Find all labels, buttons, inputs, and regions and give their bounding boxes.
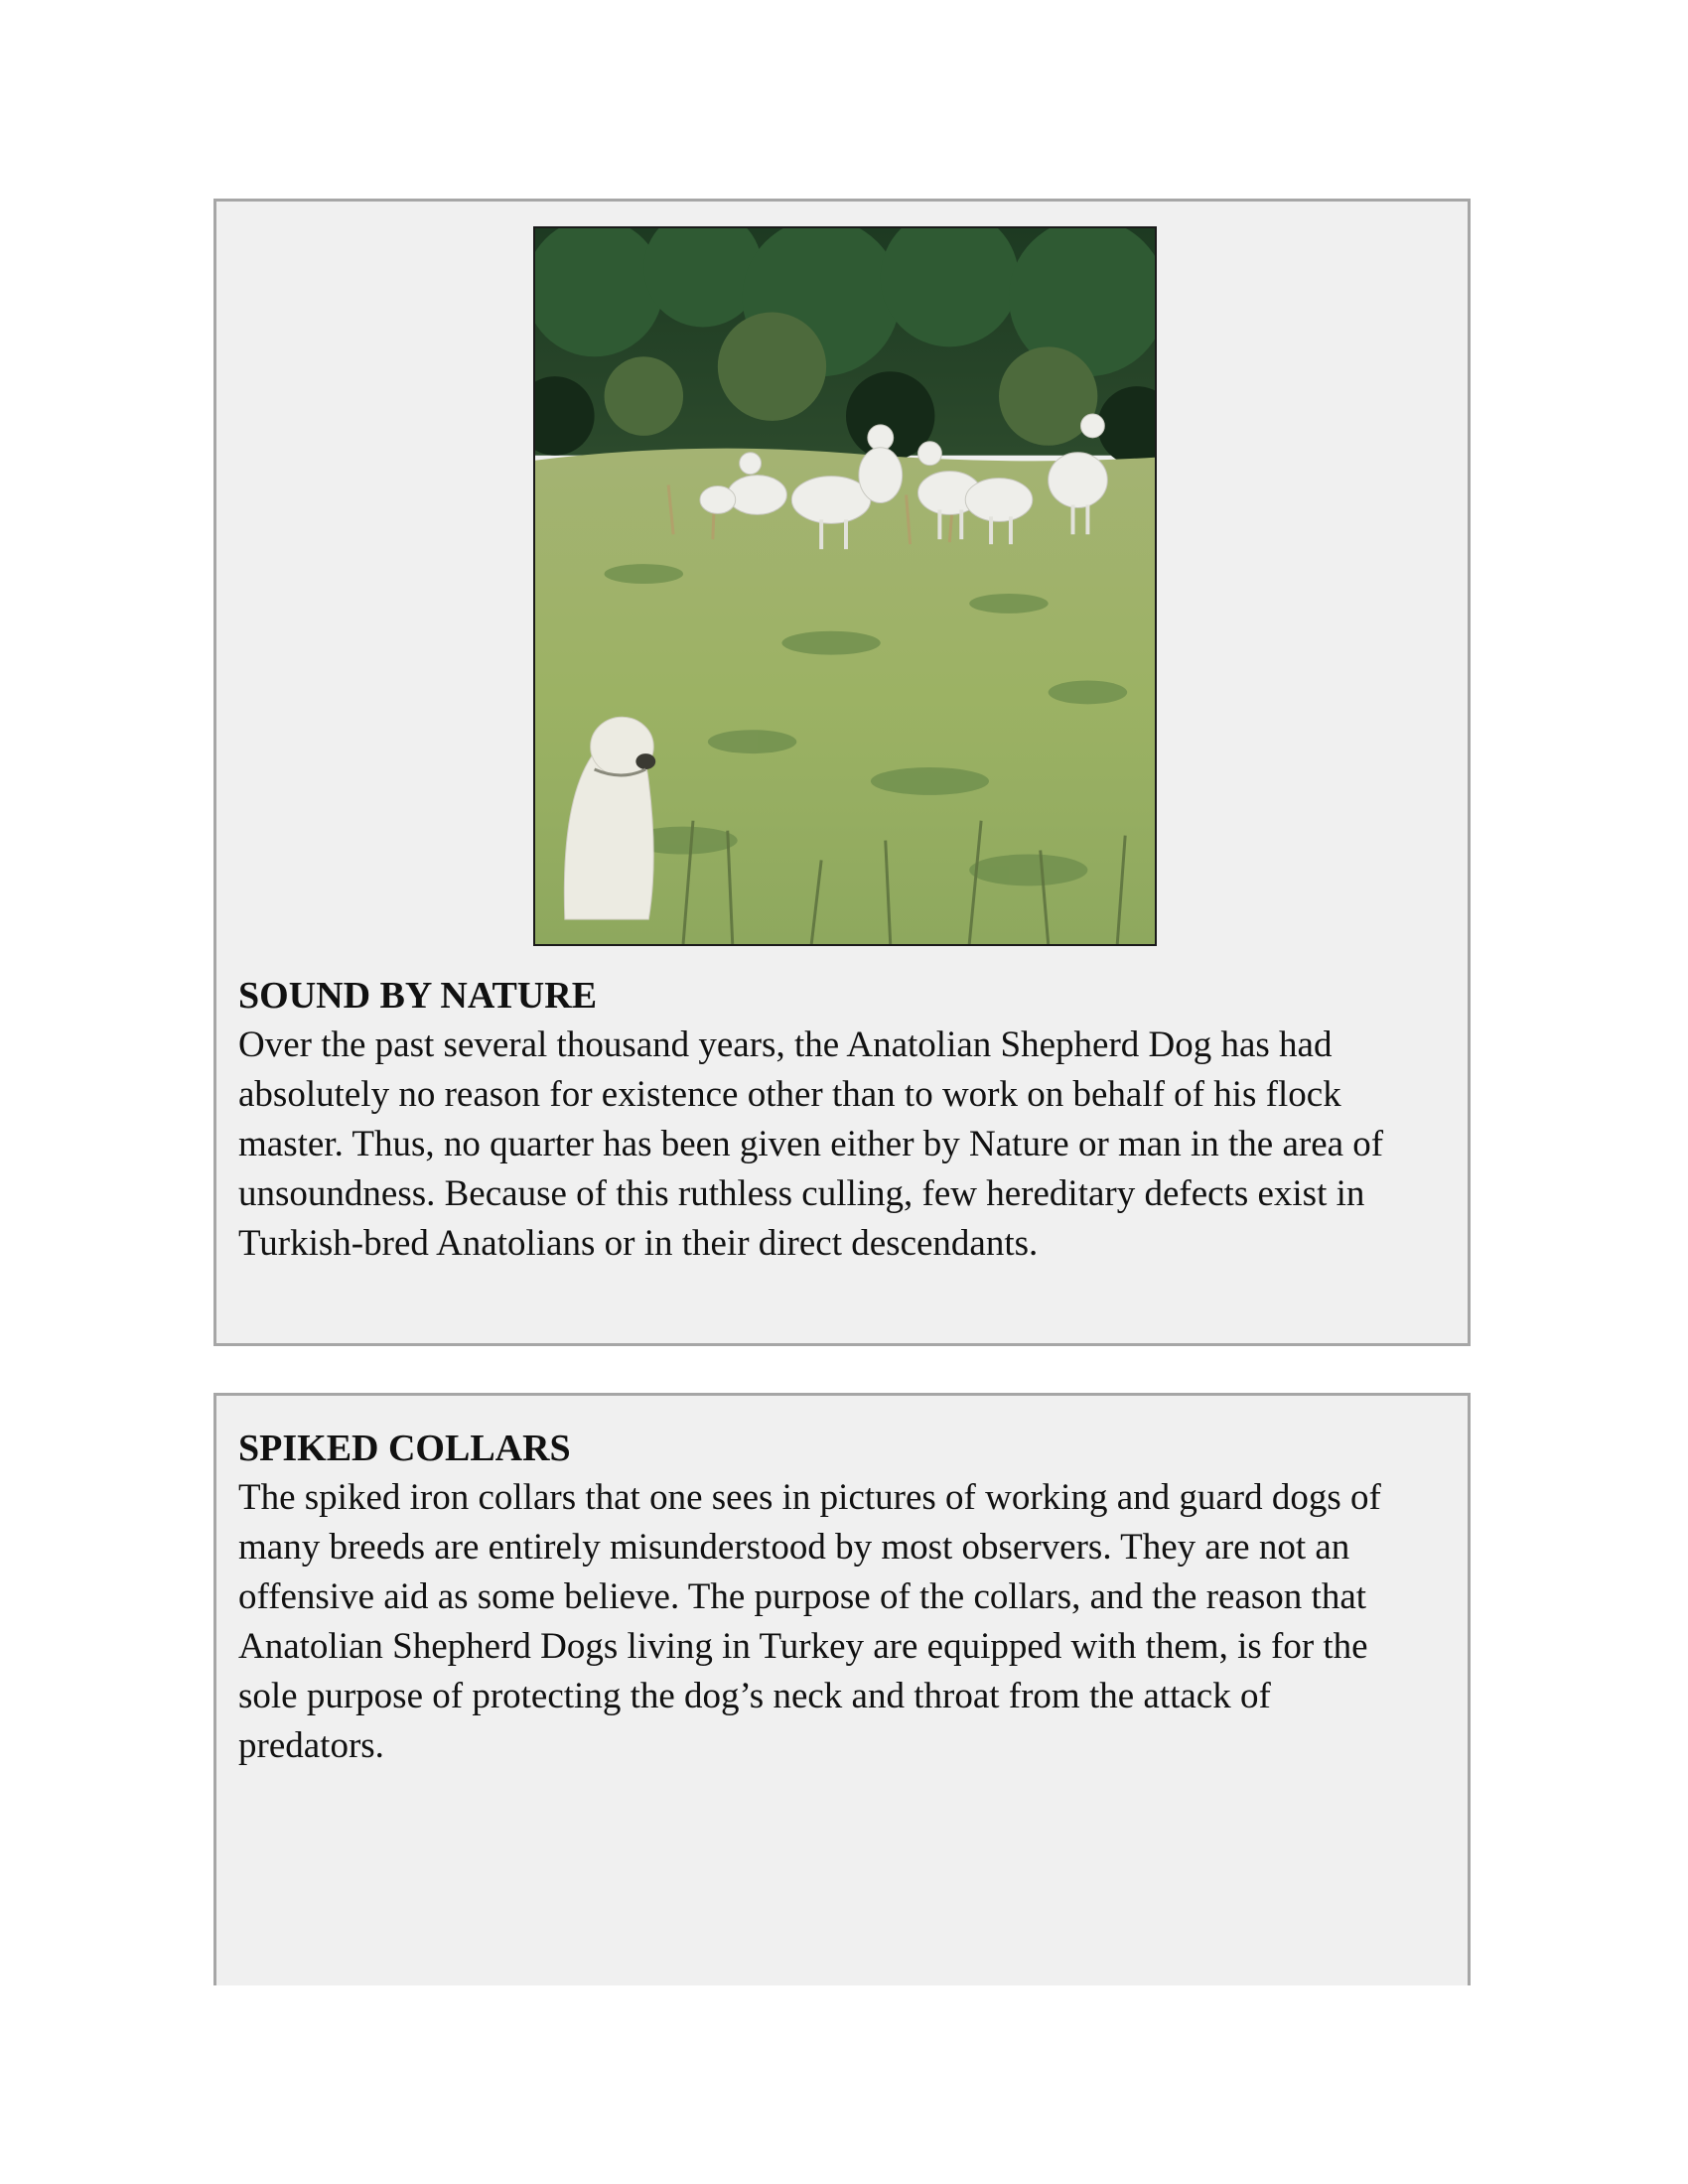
section-heading: SOUND BY NATURE — [238, 975, 598, 1017]
dog-goats-illustration — [535, 228, 1155, 944]
section-body: The spiked iron collars that one sees in pictures of working and guard dogs of many breeds are entirely misunderstood by most observers. They are not an offensive aid as some believe. The purpose of the collars, and the reason that Anatolian Shepherd Dogs living in Turkey are equipped with them, is for the sole purpose of protecting the dog’s neck and throat from the attack of predators. — [238, 1477, 1381, 1766]
section-box-spiked-collars — [213, 1393, 1471, 1985]
photo-dog-guarding-goats — [533, 226, 1157, 946]
section-box-sound-by-nature — [213, 199, 1471, 1346]
section-spiked-collars — [238, 1424, 1408, 1771]
section-body: Over the past several thousand years, the Anatolian Shepherd Dog has had absolutely no reason for existence other than to work on behalf of his flock master. Thus, no quarter has been given either by Nature or man in the area of unsoundness. Because of this ruthless culling, few hereditary defects exist in Turkish-bred Anatolians or in their direct descendants. — [238, 1024, 1384, 1264]
section-sound-by-nature — [238, 971, 1408, 1269]
section-heading: SPIKED COLLARS — [238, 1428, 571, 1469]
